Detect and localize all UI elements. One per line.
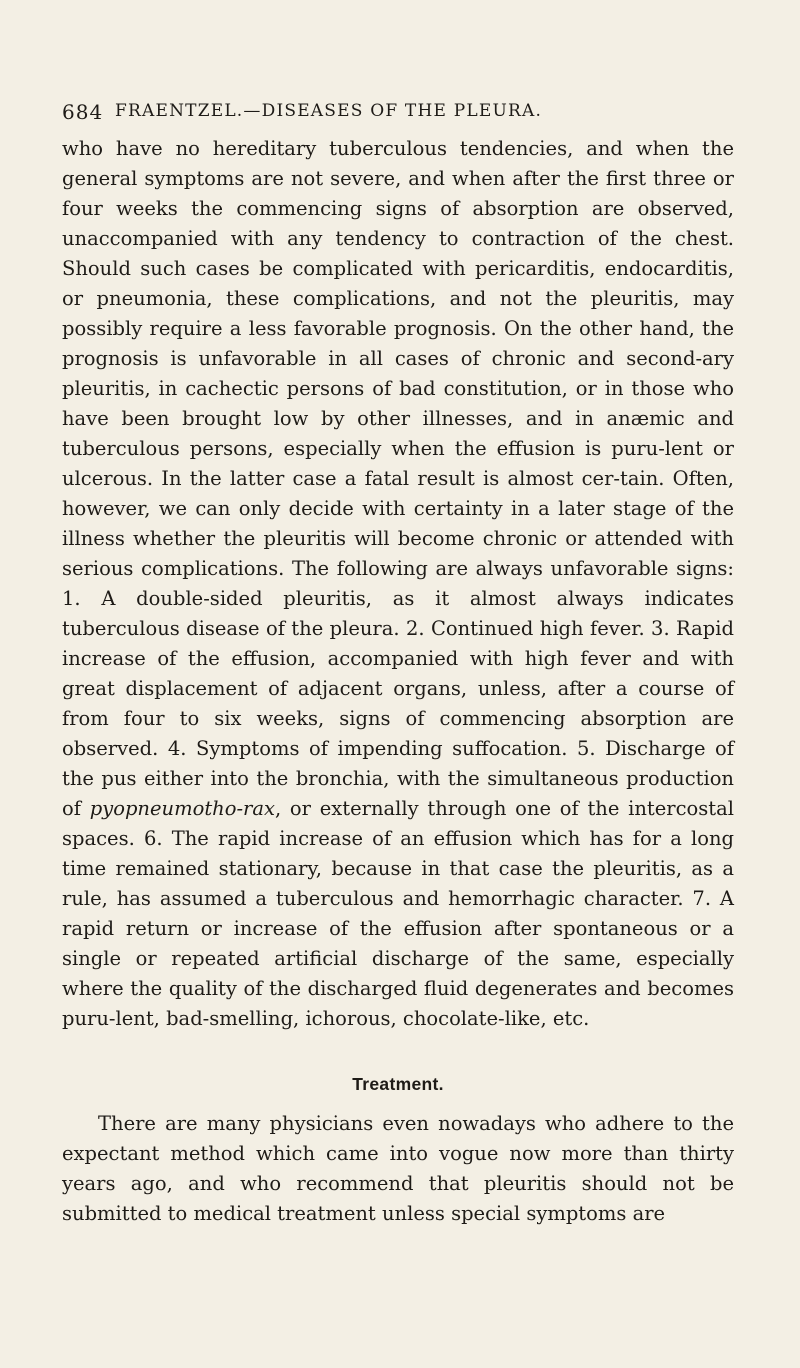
page-number: 684 bbox=[62, 100, 104, 124]
section-heading: Treatment. bbox=[352, 1074, 444, 1094]
book-page bbox=[62, 100, 734, 1229]
running-title: FRAENTZEL.—DISEASES OF THE PLEURA. bbox=[115, 101, 543, 121]
italic-term: pyopneumotho-rax bbox=[89, 797, 275, 820]
prognosis-paragraph bbox=[62, 134, 734, 1034]
paragraph-text-end: , or externally through one of the intercostal spaces. 6. The rapid increase of an effusion which has for a long time remained stationary, because in that case the pleuritis, as a rule, has assumed a tuberculous and hemorrhagic character. 7. A rapid return or increase of the effusion after spontaneous or a single or repeated artificial discharge of the same, especially where the quality of the discharged fluid degenerates and becomes puru-lent, bad-smelling, ichorous, chocolate-like, etc. bbox=[62, 797, 734, 1030]
treatment-paragraph: There are many physicians even nowadays who adhere to the expectant method which came into vogue now more than thirty years ago, and who recommend that pleuritis should not be submitted to medical treatment unless special symptoms are bbox=[62, 1112, 734, 1225]
running-head bbox=[62, 100, 734, 134]
paragraph-text-start: who have no hereditary tuberculous tendencies, and when the general symptoms are not severe, and when after the first three or four weeks the commencing signs of absorption are observed, unaccompanied with any tendency to contraction of the chest. Should such cases be complicated with pericarditis, endocarditis, or pneumonia, these complications, and not the pleuritis, may possibly require a less favorable prognosis. On the other hand, the prognosis is unfavorable in all cases of chronic and second-ary pleuritis, in cachectic persons of bad constitution, or in those who have been brought low by other illnesses, and in anæmic and tuberculous persons, especially when the effusion is puru-lent or ulcerous. In the latter case a fatal result is almost cer-tain. Often, however, we can only decide with certainty in a later stage of the illness whether the pleuritis will become chronic or attended with serious complications. The following are always unfavorable signs: 1. A double-sided pleuritis, as it almost always indicates tuberculous disease of the pleura. 2. Continued high fever. 3. Rapid increase of the effusion, accompanied with high fever and with great displacement of adjacent organs, unless, after a course of from four to six weeks, signs of commencing absorption are observed. 4. Symptoms of impending suffocation. 5. Discharge of the pus either into the bronchia, with the simultaneous production of bbox=[62, 137, 734, 820]
